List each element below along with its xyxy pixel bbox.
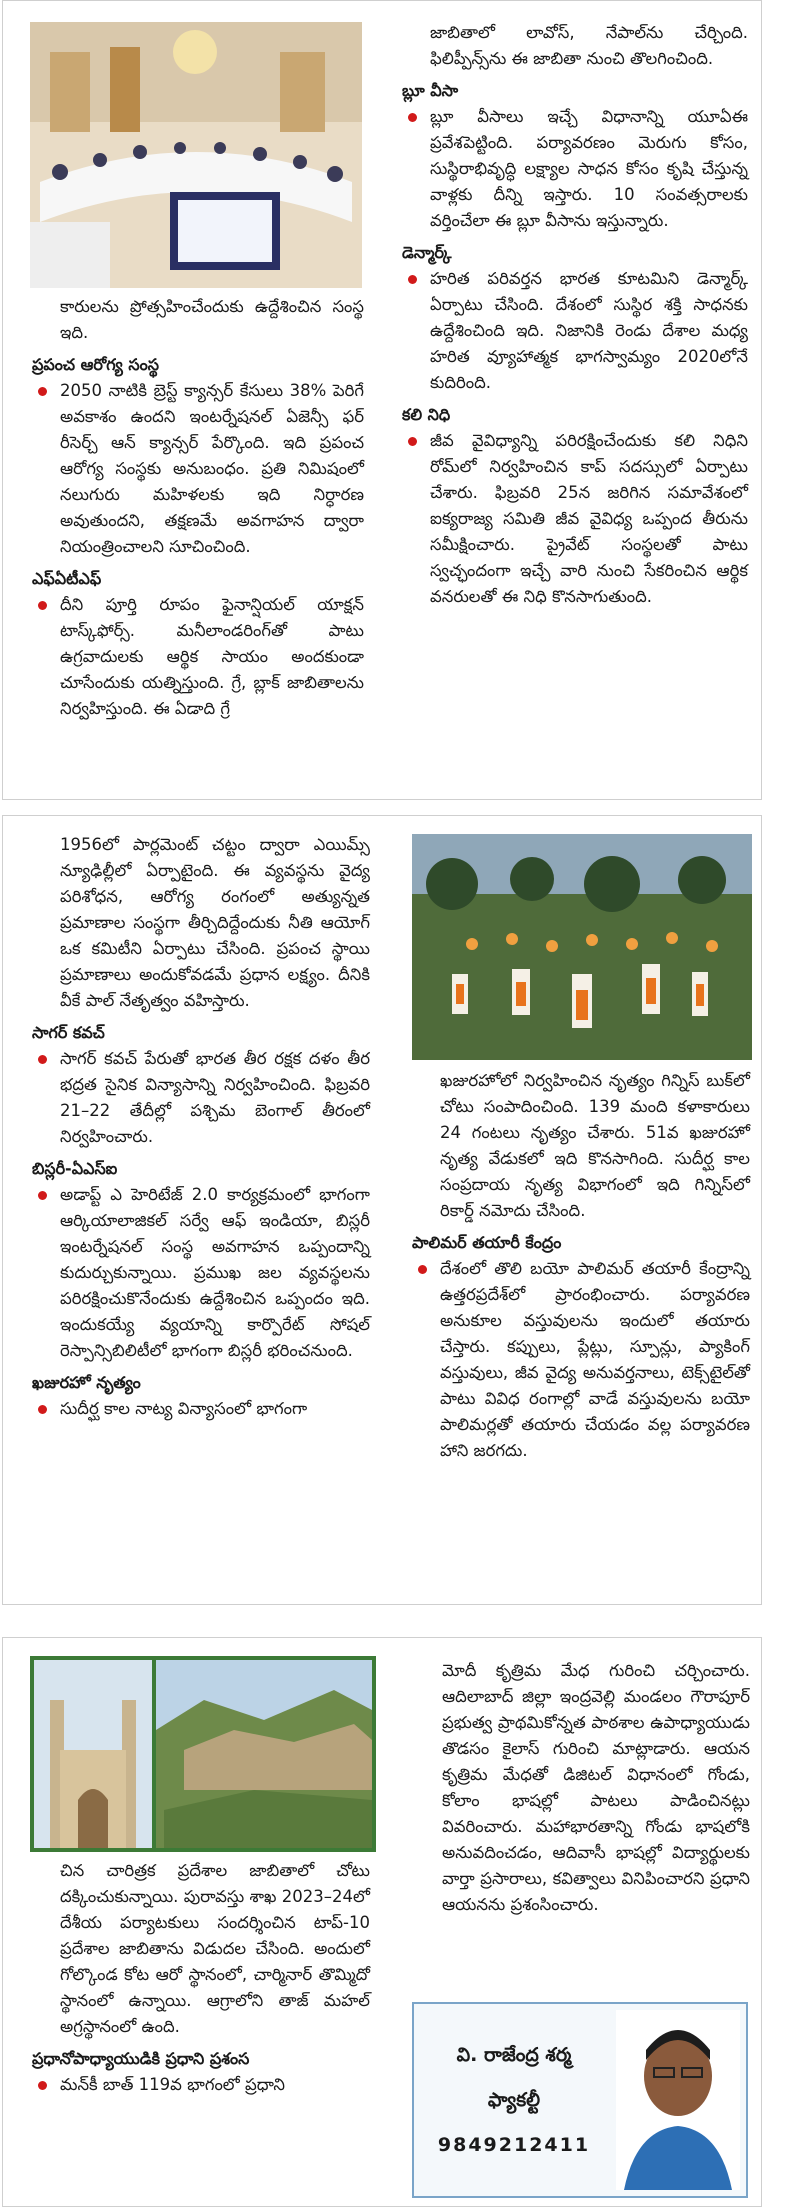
charminar-golconda-illustration	[34, 1660, 372, 1848]
para-denmark: హరిత పరివర్తన భారత కూటమిని డెన్మార్క్ ఏర్పాటు చేసింది. దేశంలో సుస్థిర శక్తి సాధనకు ఉద్దేశించింది ఇది. నిజానికి రెండు దేశాల మధ్య హరిత వ్యూహాత్మక భాగస్వామ్యం 2020లోనే కుదిరింది.	[402, 266, 748, 396]
author-box	[412, 2002, 748, 2198]
heading-fatf: ఎఫ్ఏటీఎఫ్	[32, 569, 102, 588]
para-sagar-kavach: సాగర్ కవచ్ పేరుతో భారత తీర రక్షక దళం తీర భద్రత సైనిక విన్యాసాన్ని నిర్వహించింది. ఫిబ్రవరి 21–22 తేదీల్లో పశ్చిమ బెంగాల్ తీరంలో నిర్వహించారు.	[32, 1046, 370, 1150]
heading-who: ప్రపంచ ఆరోగ్య సంస్థ	[32, 355, 159, 374]
panel1-right-column	[402, 20, 748, 610]
conference-illustration	[30, 22, 362, 288]
panel1-left-intro: కారులను ప్రోత్సహించేందుకు ఉద్దేశించిన సంస్థ ఇది.	[60, 297, 364, 342]
para-cali-fund: జీవ వైవిధ్యాన్ని పరిరక్షించేందుకు కలి నిధిని రోమ్‌లో నిర్వహించిన కాప్ సదస్సులో ఏర్పాటు చేశారు. ఫిబ్రవరి 25న జరిగిన సమావేశంలో ఐక్యరాజ్య సమితి జీవ వైవిధ్య ఒప్పంద తీరును సమీక్షించారు. ప్రైవేట్ సంస్థలతో పాటు స్వచ్ఛందంగా ఇచ్చే వారి నుంచి సేకరించిన ఆర్థిక వనరులతో ఈ నిధి కొనసాగుతుంది.	[402, 428, 748, 610]
heading-khajuraho-dance: ఖజురహో నృత్యం	[32, 1373, 141, 1392]
panel3-left-column	[32, 1858, 370, 2098]
para-headmaster-praise: మన్‌కీ బాత్ 119వ భాగంలో ప్రధాని	[32, 2072, 370, 2098]
para-who: 2050 నాటికి బ్రెస్ట్ క్యాన్సర్ కేసులు 38% పెరిగే అవకాశం ఉందని ఇంటర్నేషనల్ ఏజెన్సీ ఫర్ రీసెర్చ్ ఆన్ క్యాన్సర్ పేర్కొంది. ఇది ప్రపంచ ఆరోగ్య సంస్థకు అనుబంధం. ప్రతి నిమిషంలో నలుగురు మహిళలకు ఇది నిర్ధారణ అవుతుందని, తక్షణమే అవగాహన ద్వారా నియంత్రించాలని సూచించింది.	[32, 378, 364, 560]
para-polymer-centre: దేశంలో తొలి బయో పాలిమర్ తయారీ కేంద్రాన్ని ఉత్తరప్రదేశ్‌లో ప్రారంభించారు. పర్యావరణ అనుకూల వస్తువులను ఇందులో తయారు చేస్తారు. కప్పులు, ప్లేట్లు, స్పూన్లు, ప్యాకింగ్ వస్తువులు, జీవ వైద్య అనువర్తనాలు, టెక్స్‌టైల్‌తో పాటు వివిధ రంగాల్లో వాడే వస్తువులను బయో పాలిమర్లతో తయారు చేయడం వల్ల పర్యావరణ హాని జరగదు.	[412, 1256, 750, 1464]
dance-photo	[412, 834, 752, 1060]
heading-headmaster-praise: ప్రధానోపాధ్యాయుడికి ప్రధాని ప్రశంస	[32, 2049, 250, 2068]
para-fatf: దీని పూర్తి రూపం ఫైనాన్షియల్ యాక్షన్ టాస్క్‌ఫోర్స్. మనీలాండరింగ్‌తో పాటు ఉగ్రవాదులకు ఆర్థిక సాయం అందకుండా చూసేందుకు యత్నిస్తుంది. గ్రే, బ్లాక్ జాబితాలను నిర్వహిస్తుంది. ఈ ఏడాది గ్రే	[32, 592, 364, 722]
heritage-photo	[30, 1656, 376, 1852]
author-photo	[616, 2010, 740, 2190]
panel2-right-intro: ఖజురహోలో నిర్వహించిన నృత్యం గిన్నిస్ బుక్‌లో చోటు సంపాదించింది. 139 మంది కళాకారులు 24 గంటలు నృత్యం చేశారు. 51వ ఖజురహో నృత్య వేడుకలో ఇది కొనసాగింది. సుదీర్ఘ కాల సంప్రదాయ నృత్య విభాగంలో ఇది గిన్నిస్‌లో రికార్డ్ నమోదు చేసింది.	[440, 1071, 750, 1220]
para-khajuraho-dance: సుదీర్ఘ కాల నాట్య విన్యాసంలో భాగంగా	[32, 1396, 370, 1422]
para-blue-visa: బ్లూ వీసాలు ఇచ్చే విధానాన్ని యూఏఈ ప్రవేశపెట్టింది. పర్యావరణం మెరుగు కోసం, సుస్థిరాభివృద్ధి లక్ష్యాల సాధన కోసం కృషి చేస్తున్న వాళ్లకు దీన్ని ఇస్తారు. 10 సంవత్సరాలకు వర్తించేలా ఈ బ్లూ వీసాను ఇస్తున్నారు.	[402, 104, 748, 234]
panel3-left-intro: చిన చారిత్రక ప్రదేశాల జాబితాలో చోటు దక్కించుకున్నాయి. పురావస్తు శాఖ 2023–24లో దేశీయ పర్యాటకులు సందర్శించిన టాప్‌-10 ప్రదేశాల జాబితాను విడుదల చేసింది. అందులో గోల్కొండ కోట ఆరో స్థానంలో, చార్మినార్ తొమ్మిదో స్థానంలో ఉన్నాయి. ఆగ్రాలోని తాజ్ మహల్ అగ్రస్థానంలో ఉంది.	[60, 1861, 370, 2036]
panel1-right-intro: జాబితాలో లావోస్, నేపాల్‌ను చేర్చింది. ఫిలిప్పీన్స్‌ను ఈ జాబితా నుంచి తొలగించింది.	[430, 23, 748, 68]
panel1-left-column	[32, 294, 364, 722]
author-name: వి. రాజేంద్ర శర్మ	[456, 2044, 572, 2066]
author-role: ఫ్యాకల్టీ	[487, 2089, 541, 2111]
author-phone: 9849212411	[437, 2134, 591, 2156]
panel2-left-column	[32, 832, 370, 1422]
author-text	[414, 2004, 614, 2196]
heading-bisleri-asi: బిస్లరీ-ఏఎస్ఐ	[32, 1159, 118, 1178]
panel2-right-column	[412, 1068, 750, 1464]
panel3-right-intro: మోదీ కృత్రిమ మేధ గురించి చర్చించారు. ఆదిలాబాద్ జిల్లా ఇంద్రవెల్లి మండలం గౌరాపూర్ ప్రభుత్వ ప్రాథమికోన్నత పాఠశాల ఉపాధ్యాయుడు తొడసం కైలాస్ గురించి మాట్లాడారు. ఆయన కృత్రిమ మేధతో డిజిటల్ విధానంలో గోండు, కోలాం భాషల్లో పాటలు పాడించినట్లు వివరించారు. మహాభారతాన్ని గోండు భాషలోకి అనువదించడం, ఆదివాసీ భాషల్లో విద్యార్థులకు వార్తా ప్రసారాలు, కవిత్వాలు వినిపించారని ప్రధాని ఆయనను ప్రశంసించారు.	[442, 1661, 750, 1914]
para-bisleri-asi: అడాప్ట్ ఎ హెరిటేజ్ 2.0 కార్యక్రమంలో భాగంగా ఆర్కియాలాజికల్ సర్వే ఆఫ్ ఇండియా, బిస్లరీ ఇంటర్నేషనల్ సంస్థ అవగాహన ఒప్పందాన్ని కుదుర్చుకున్నాయి. ప్రముఖ జల వ్యవస్థలను పరిరక్షించుకొనేందుకు ఉద్దేశించిన ఒప్పందం ఇది. ఇందుకయ్యే వ్యయాన్ని కార్పొరేట్ సోషల్ రెస్పాన్సిబిలిటీలో భాగంగా బిస్లరీ భరించనుంది.	[32, 1182, 370, 1364]
heading-sagar-kavach: సాగర్ కవచ్	[32, 1023, 105, 1042]
heading-cali-fund: కలి నిధి	[402, 405, 451, 424]
heading-denmark: డెన్మార్క్	[402, 243, 452, 262]
heading-blue-visa: బ్లూ వీసా	[402, 81, 459, 100]
heading-polymer-centre: పాలిమర్ తయారీ కేంద్రం	[412, 1233, 562, 1252]
panel2-left-intro: 1956లో పార్లమెంట్ చట్టం ద్వారా ఎయిమ్స్ న్యూఢిల్లీలో ఏర్పాటైంది. ఈ వ్యవస్థను వైద్య పరిశోధన, ఆరోగ్య రంగంలో అత్యున్నత ప్రమాణాల సంస్థగా తీర్చిదిద్దేందుకు నీతి ఆయోగ్ ఒక కమిటీని ఏర్పాటు చేసింది. ప్రపంచ స్థాయి ప్రమాణాలు అందుకోవడమే ప్రధాన లక్ష్యం. దీనికి వీకే పాల్ నేతృత్వం వహిస్తారు.	[60, 835, 370, 1010]
conference-photo	[30, 22, 362, 288]
panel3-right-column	[414, 1658, 750, 1918]
dance-illustration	[412, 834, 752, 1060]
